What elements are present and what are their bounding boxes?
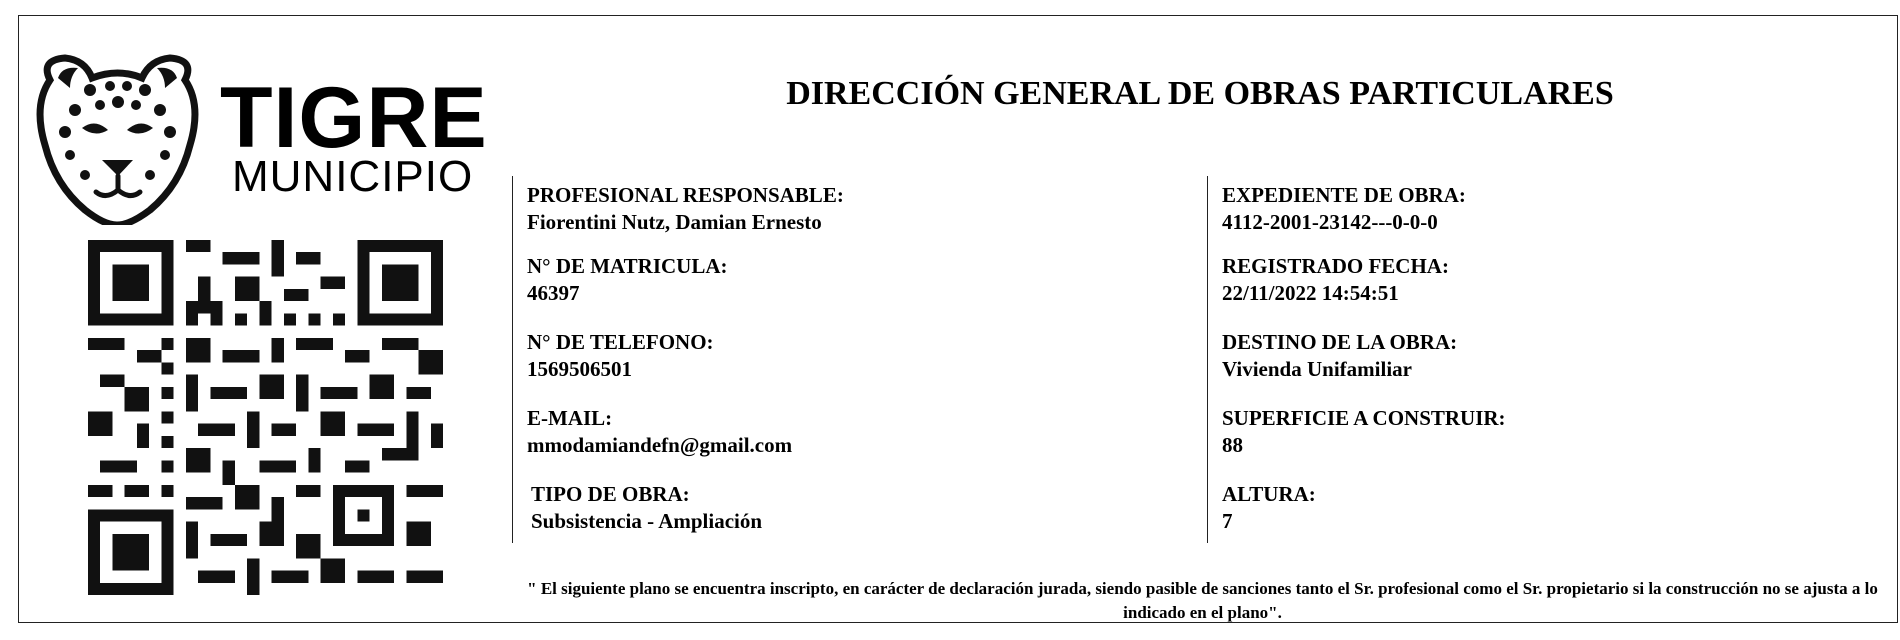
field-value: Subsistencia - Ampliación: [531, 509, 763, 533]
field-label: SUPERFICIE A CONSTRUIR:: [1222, 406, 1506, 430]
field-profesional: [527, 182, 844, 236]
right-column-divider: [1207, 176, 1208, 543]
field-tipo-obra: [531, 481, 762, 535]
field-value: 46397: [527, 281, 580, 305]
field-altura: [1222, 481, 1316, 535]
field-label: REGISTRADO FECHA:: [1222, 254, 1449, 278]
field-registrado-fecha: [1222, 253, 1449, 307]
field-destino: [1222, 329, 1457, 383]
field-label: E-MAIL:: [527, 406, 613, 430]
field-value: 88: [1222, 433, 1243, 457]
tigre-municipio-logo: [30, 50, 500, 225]
field-value: 1569506501: [527, 357, 632, 381]
left-column-divider: [512, 176, 513, 543]
jaguar-head-icon: [30, 50, 205, 225]
field-value: 4112-2001-23142---0-0-0: [1222, 210, 1438, 234]
page-title: DIRECCIÓN GENERAL DE OBRAS PARTICULARES: [786, 75, 1614, 112]
field-superficie: [1222, 405, 1506, 459]
field-value: 22/11/2022 14:54:51: [1222, 281, 1399, 305]
field-value: Fiorentini Nutz, Damian Ernesto: [527, 210, 822, 234]
field-label: DESTINO DE LA OBRA:: [1222, 330, 1458, 354]
legal-disclaimer: " El siguiente plano se encuentra inscripto, en carácter de declaración jurada, siendo pasible de sanciones tanto el Sr. profesional como el Sr. propietario si la construcción no se ajusta a lo indicado en el plano".: [527, 579, 1878, 622]
brand-name: TIGRE: [220, 70, 488, 166]
field-telefono: [527, 329, 714, 383]
field-value: Vivienda Unifamiliar: [1222, 357, 1412, 381]
field-label: TIPO DE OBRA:: [531, 482, 690, 506]
field-label: N° DE MATRICULA:: [527, 254, 728, 278]
field-matricula: [527, 253, 728, 307]
field-label: EXPEDIENTE DE OBRA:: [1222, 183, 1466, 207]
brand-subtitle: MUNICIPIO: [232, 152, 474, 201]
field-value: mmodamiandefn@gmail.com: [527, 433, 793, 457]
qr-code: [88, 240, 443, 595]
field-label: PROFESIONAL RESPONSABLE:: [527, 183, 844, 207]
field-value: 7: [1222, 509, 1233, 533]
field-label: ALTURA:: [1222, 482, 1316, 506]
field-email: [527, 405, 792, 459]
field-expediente: [1222, 182, 1466, 236]
field-label: N° DE TELEFONO:: [527, 330, 714, 354]
